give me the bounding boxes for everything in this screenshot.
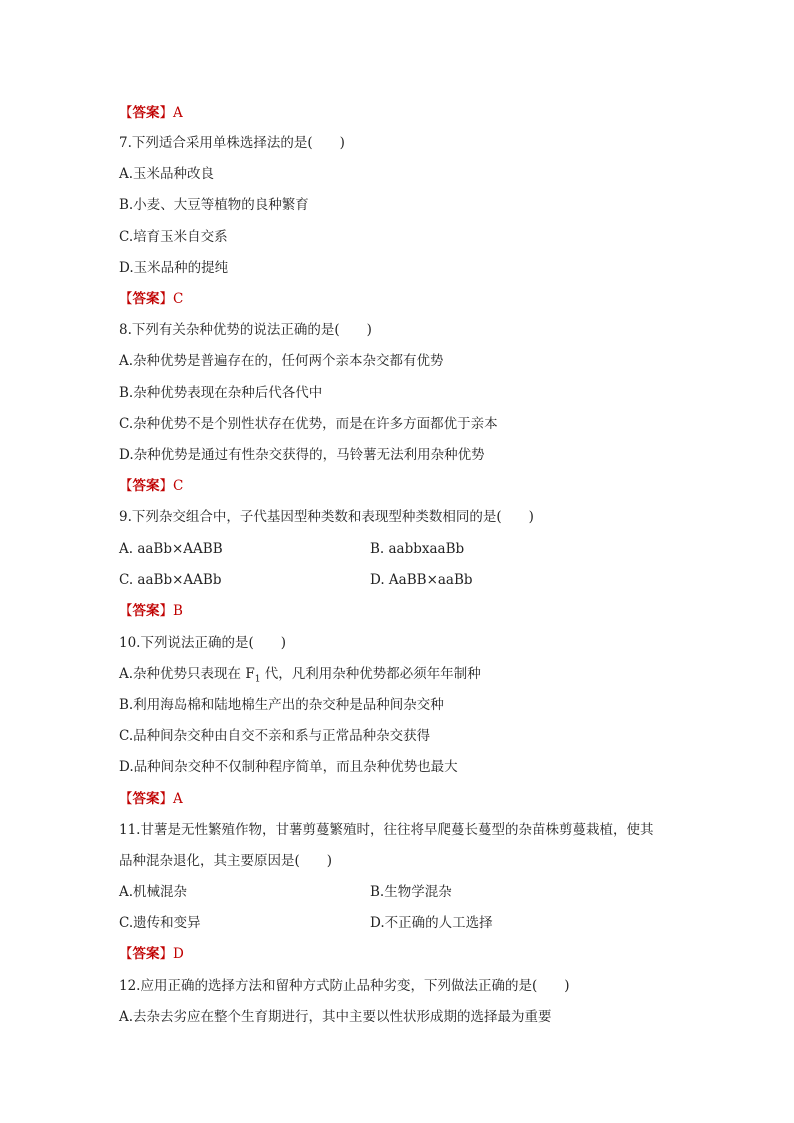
answer-value: A	[173, 105, 183, 121]
answer-bracket-open: 【	[119, 478, 133, 494]
option-line	[119, 665, 481, 683]
answer-value: D	[173, 946, 184, 962]
option-text-end: 代，凡利用杂种优势都必须年年制种	[260, 666, 481, 682]
question-line: 12.应用正确的选择方法和留种方式防止品种劣变，下列做法正确的是( )	[119, 978, 570, 994]
text-line: B.利用海岛棉和陆地棉生产出的杂交种是品种间杂交种	[119, 697, 444, 713]
text-line: D.品种间杂交种不仅制种程序简单，而且杂种优势也最大	[119, 759, 458, 775]
subscript: 1	[254, 674, 261, 685]
option-row	[119, 883, 452, 901]
text-line: C.品种间杂交种由自交不亲和系与正常品种杂交获得	[119, 728, 431, 744]
text-line: D.玉米品种的提纯	[119, 260, 229, 276]
option-right: D. AaBB×aaBb	[370, 572, 473, 588]
answer-bracket-open: 【	[119, 791, 133, 807]
answer-line	[119, 477, 183, 495]
option-right: B. aabbxaaBb	[370, 541, 465, 557]
answer-bracket-open: 【	[119, 603, 133, 619]
option-row	[119, 540, 465, 558]
answer-line	[119, 290, 183, 308]
answer-bracket-close: 】	[159, 105, 173, 121]
answer-label: 答案	[132, 291, 160, 307]
answer-bracket-open: 【	[119, 291, 133, 307]
answer-label: 答案	[132, 478, 160, 494]
option-right: B.生物学混杂	[370, 884, 452, 900]
text-line: C.杂种优势不是个别性状存在优势，而是在许多方面都优于亲本	[119, 416, 498, 432]
option-left: C. aaBb×AABb	[119, 572, 222, 588]
answer-value: C	[173, 478, 184, 494]
answer-bracket-close: 】	[159, 946, 173, 962]
question-line: 11.甘薯是无性繁殖作物，甘薯剪蔓繁殖时，往往将早爬蔓长蔓型的杂苗株剪蔓栽植，使其	[119, 822, 654, 838]
answer-line	[119, 602, 183, 620]
answer-value: B	[173, 603, 183, 619]
text-line: C.培育玉米自交系	[119, 229, 228, 245]
question-line: 8.下列有关杂种优势的说法正确的是( )	[119, 322, 372, 338]
text-line: 品种混杂退化，其主要原因是( )	[119, 853, 333, 869]
answer-bracket-open: 【	[119, 946, 133, 962]
text-line: A.杂种优势是普遍存在的，任何两个亲本杂交都有优势	[119, 353, 444, 369]
option-left: C.遗传和变异	[119, 915, 201, 931]
question-line: 10.下列说法正确的是( )	[119, 635, 287, 651]
option-right: D.不正确的人工选择	[370, 915, 493, 931]
answer-bracket-close: 】	[159, 291, 173, 307]
answer-value: A	[173, 791, 183, 807]
text-line: A.玉米品种改良	[119, 166, 215, 182]
answer-label: 答案	[132, 603, 160, 619]
question-line: 9.下列杂交组合中，子代基因型种类数和表现型种类数相同的是( )	[119, 509, 534, 525]
answer-bracket-open: 【	[119, 105, 133, 121]
answer-bracket-close: 】	[159, 791, 173, 807]
text-line: B.小麦、大豆等植物的良种繁育	[119, 197, 309, 213]
text-line: D.杂种优势是通过有性杂交获得的，马铃薯无法利用杂种优势	[119, 447, 485, 463]
option-row	[119, 571, 473, 589]
answer-bracket-close: 】	[159, 478, 173, 494]
text-line: B.杂种优势表现在杂种后代各代中	[119, 385, 323, 401]
answer-value: C	[173, 291, 184, 307]
answer-line	[119, 945, 184, 963]
answer-label: 答案	[132, 105, 160, 121]
answer-line	[119, 790, 183, 808]
option-row	[119, 914, 493, 932]
answer-line	[119, 104, 183, 122]
option-left: A. aaBb×AABB	[119, 541, 223, 557]
answer-label: 答案	[132, 791, 160, 807]
text-line: A.去杂去劣应在整个生育期进行，其中主要以性状形成期的选择最为重要	[119, 1009, 552, 1025]
option-left: A.机械混杂	[119, 884, 188, 900]
answer-label: 答案	[132, 946, 160, 962]
option-text-start: A.杂种优势只表现在 F	[119, 666, 255, 682]
question-line: 7.下列适合采用单株选择法的是( )	[119, 135, 345, 151]
answer-bracket-close: 】	[159, 603, 173, 619]
